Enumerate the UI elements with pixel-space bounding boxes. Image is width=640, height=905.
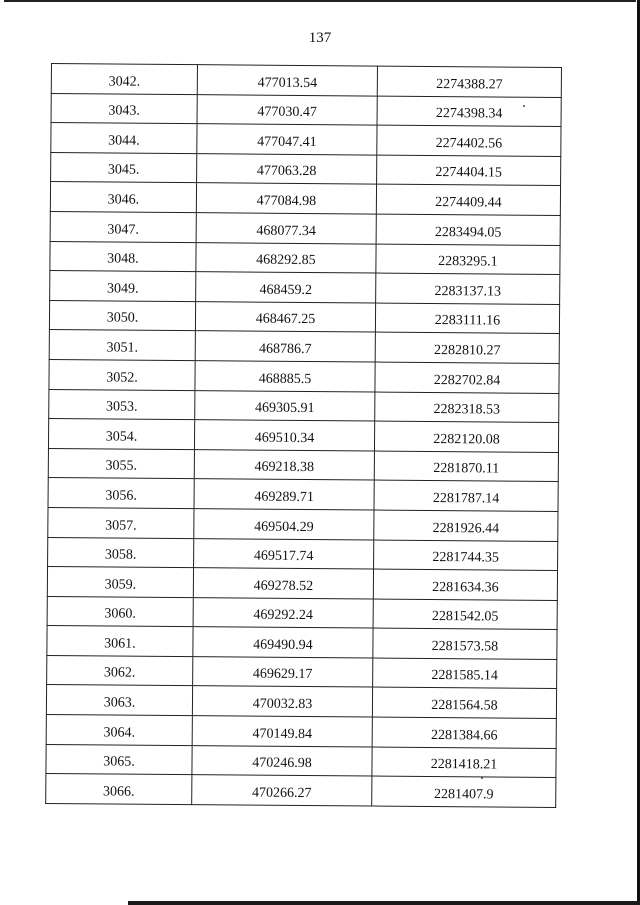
point-number-cell: 3055. xyxy=(48,448,194,479)
y-coordinate-cell: 2281542.05 xyxy=(373,599,557,630)
y-coordinate-cell: 2283137.13 xyxy=(376,273,560,304)
table-row xyxy=(49,300,559,334)
point-number-cell: 3057. xyxy=(48,507,194,538)
table-row xyxy=(49,359,559,393)
point-number-cell: 3050. xyxy=(49,300,195,331)
x-coordinate-cell: 477084.98 xyxy=(196,183,376,214)
y-coordinate-cell: 2283111.16 xyxy=(375,303,559,334)
point-number-cell: 3064. xyxy=(46,715,192,746)
coordinates-table-wrapper xyxy=(45,63,561,808)
table-row xyxy=(48,507,558,541)
scan-top-edge xyxy=(4,0,636,2)
x-coordinate-cell: 470266.27 xyxy=(192,775,372,806)
y-coordinate-cell: 2281418.21 xyxy=(372,747,556,778)
x-coordinate-cell: 468467.25 xyxy=(195,301,375,332)
table-row xyxy=(48,537,558,571)
table-row xyxy=(48,448,558,482)
y-coordinate-cell: 2281573.58 xyxy=(373,628,557,659)
y-coordinate-cell: 2281384.66 xyxy=(372,717,556,748)
table-row xyxy=(50,182,560,216)
x-coordinate-cell: 469517.74 xyxy=(194,538,374,569)
point-number-cell: 3049. xyxy=(50,271,196,302)
table-row xyxy=(50,241,560,275)
y-coordinate-cell: 2282810.27 xyxy=(375,332,559,363)
scan-speck xyxy=(481,777,483,779)
table-row xyxy=(49,330,559,364)
y-coordinate-cell: 2281407.9 xyxy=(372,776,556,807)
y-coordinate-cell: 2283295.1 xyxy=(376,244,560,275)
table-row xyxy=(48,419,558,453)
y-coordinate-cell: 2281634.36 xyxy=(373,569,557,600)
point-number-cell: 3063. xyxy=(46,685,192,716)
point-number-cell: 3056. xyxy=(48,478,194,509)
y-coordinate-cell: 2281585.14 xyxy=(373,658,557,689)
point-number-cell: 3043. xyxy=(51,93,197,124)
point-number-cell: 3060. xyxy=(47,596,193,627)
x-coordinate-cell: 468292.85 xyxy=(196,242,376,273)
x-coordinate-cell: 477047.41 xyxy=(197,124,377,155)
x-coordinate-cell: 468885.5 xyxy=(195,361,375,392)
point-number-cell: 3042. xyxy=(51,64,197,95)
x-coordinate-cell: 468459.2 xyxy=(196,272,376,303)
table-row xyxy=(46,685,556,719)
y-coordinate-cell: 2282318.53 xyxy=(375,392,559,423)
y-coordinate-cell: 2283494.05 xyxy=(376,214,560,245)
y-coordinate-cell: 2282702.84 xyxy=(375,362,559,393)
y-coordinate-cell: 2274404.15 xyxy=(377,155,561,186)
table-row xyxy=(50,211,560,245)
x-coordinate-cell: 470032.83 xyxy=(192,686,372,717)
point-number-cell: 3065. xyxy=(46,744,192,775)
table-row xyxy=(51,93,561,127)
table-row xyxy=(47,567,557,601)
point-number-cell: 3044. xyxy=(51,123,197,154)
y-coordinate-cell: 2274388.27 xyxy=(377,66,561,97)
point-number-cell: 3053. xyxy=(49,389,195,420)
point-number-cell: 3047. xyxy=(50,211,196,242)
x-coordinate-cell: 468077.34 xyxy=(196,213,376,244)
point-number-cell: 3045. xyxy=(51,152,197,183)
point-number-cell: 3054. xyxy=(48,419,194,450)
table-row xyxy=(47,596,557,630)
coordinates-table-body xyxy=(46,64,562,808)
y-coordinate-cell: 2281564.58 xyxy=(372,688,556,719)
point-number-cell: 3066. xyxy=(46,774,192,805)
x-coordinate-cell: 477030.47 xyxy=(197,94,377,125)
table-row xyxy=(50,271,560,305)
scan-bottom-edge xyxy=(128,901,640,905)
x-coordinate-cell: 469490.94 xyxy=(193,627,373,658)
x-coordinate-cell: 468786.7 xyxy=(195,331,375,362)
table-row xyxy=(47,655,557,689)
x-coordinate-cell: 469305.91 xyxy=(195,390,375,421)
table-row xyxy=(47,626,557,660)
y-coordinate-cell: 2281744.35 xyxy=(374,540,558,571)
table-row xyxy=(49,389,559,423)
point-number-cell: 3048. xyxy=(50,241,196,272)
point-number-cell: 3052. xyxy=(49,359,195,390)
point-number-cell: 3051. xyxy=(49,330,195,361)
table-row xyxy=(46,774,556,808)
x-coordinate-cell: 477063.28 xyxy=(197,153,377,184)
table-row xyxy=(46,715,556,749)
point-number-cell: 3062. xyxy=(47,655,193,686)
table-row xyxy=(46,744,556,778)
coordinates-table xyxy=(45,63,562,808)
x-coordinate-cell: 469510.34 xyxy=(194,420,374,451)
table-row xyxy=(51,64,561,98)
x-coordinate-cell: 477013.54 xyxy=(197,65,377,96)
x-coordinate-cell: 469218.38 xyxy=(194,449,374,480)
x-coordinate-cell: 470149.84 xyxy=(192,716,372,747)
scan-speck xyxy=(523,105,525,107)
x-coordinate-cell: 469504.29 xyxy=(194,509,374,540)
x-coordinate-cell: 469629.17 xyxy=(193,657,373,688)
table-row xyxy=(51,123,561,157)
page-number: 137 xyxy=(308,30,332,46)
y-coordinate-cell: 2274409.44 xyxy=(376,184,560,215)
y-coordinate-cell: 2274402.56 xyxy=(377,125,561,156)
x-coordinate-cell: 469289.71 xyxy=(194,479,374,510)
table-row xyxy=(51,152,561,186)
y-coordinate-cell: 2281870.11 xyxy=(374,451,558,482)
point-number-cell: 3059. xyxy=(47,567,193,598)
y-coordinate-cell: 2281787.14 xyxy=(374,480,558,511)
point-number-cell: 3061. xyxy=(47,626,193,657)
x-coordinate-cell: 469292.24 xyxy=(193,597,373,628)
x-coordinate-cell: 470246.98 xyxy=(192,745,372,776)
point-number-cell: 3058. xyxy=(48,537,194,568)
y-coordinate-cell: 2274398.34 xyxy=(377,96,561,127)
y-coordinate-cell: 2281926.44 xyxy=(374,510,558,541)
table-row xyxy=(48,478,558,512)
point-number-cell: 3046. xyxy=(50,182,196,213)
y-coordinate-cell: 2282120.08 xyxy=(374,421,558,452)
x-coordinate-cell: 469278.52 xyxy=(193,568,373,599)
